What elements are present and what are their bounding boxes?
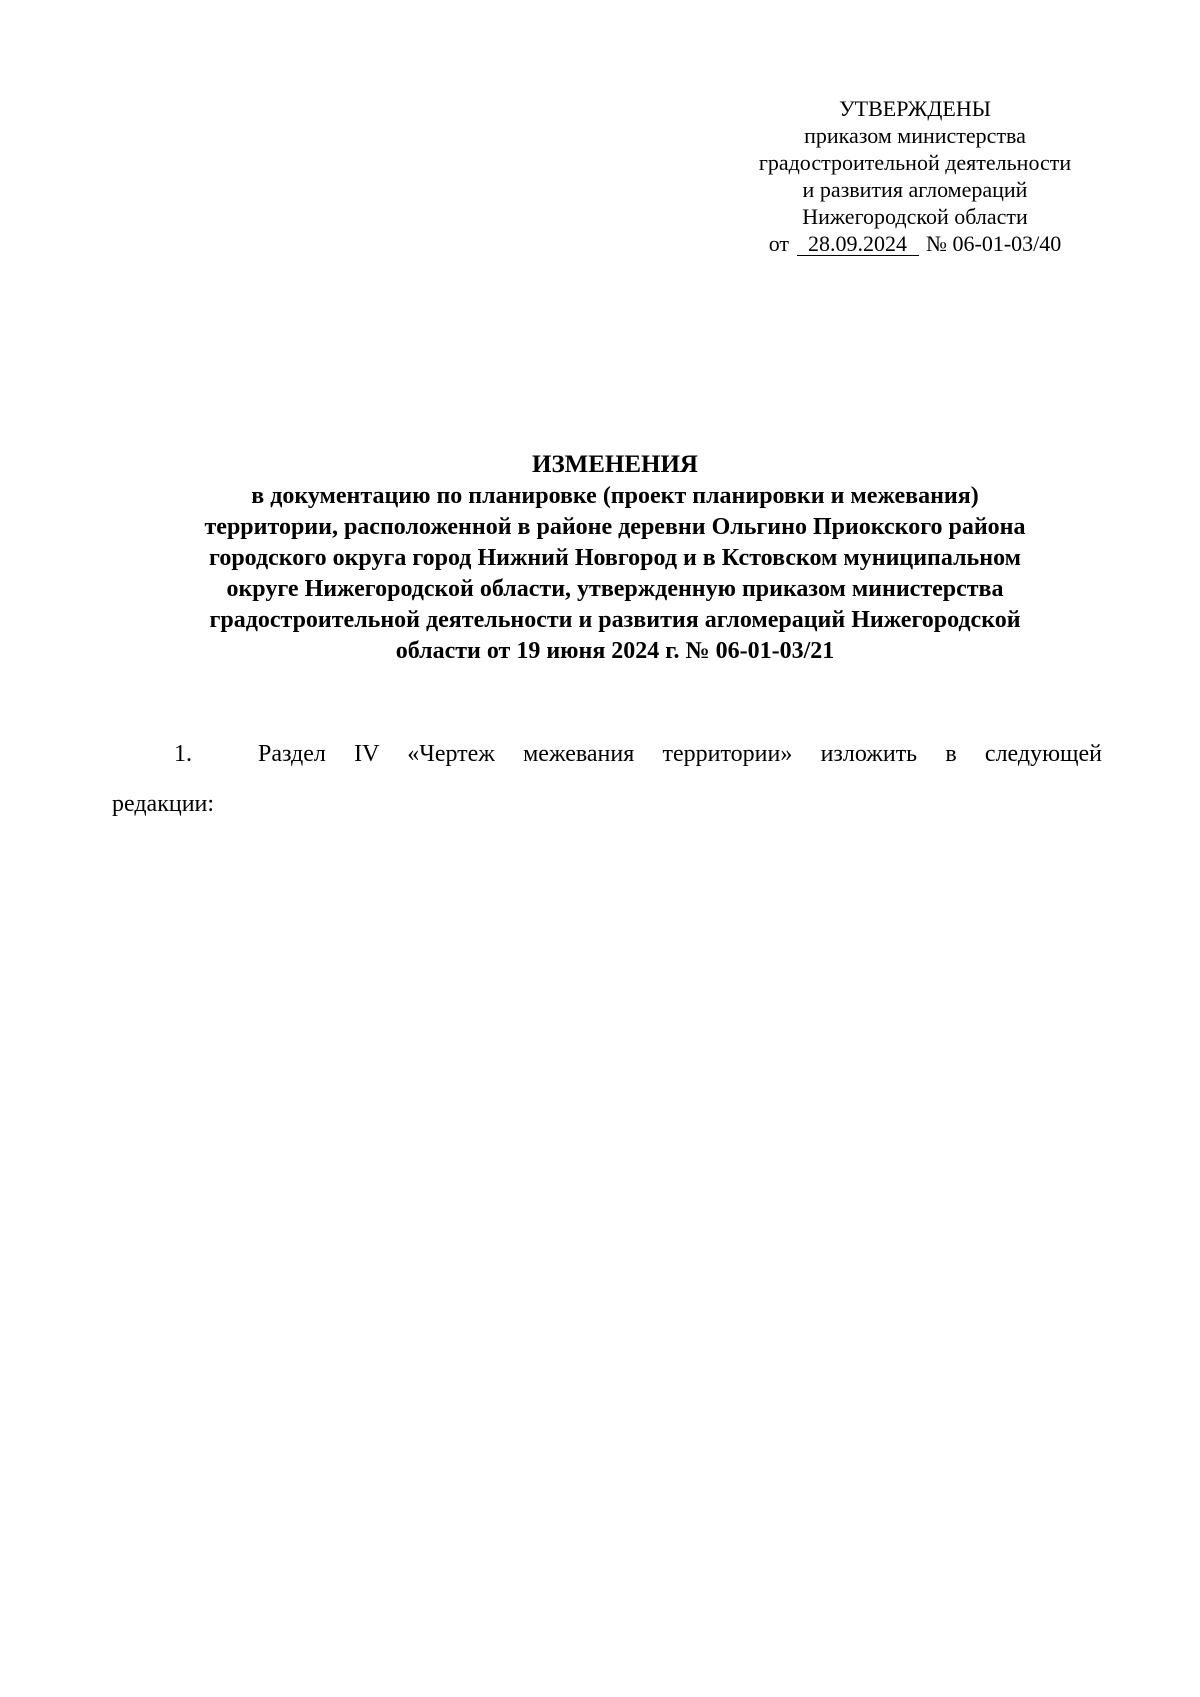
title-line: городского округа город Нижний Новгород и в Кстовском муниципальном xyxy=(209,545,1021,571)
approval-line-2: градостроительной деятельности xyxy=(758,150,1072,175)
document-title xyxy=(100,448,1130,667)
approval-number: № 06-01-03/40 xyxy=(926,231,1062,256)
approval-date: 28.09.2024 xyxy=(797,233,919,256)
approval-stamp xyxy=(735,95,1095,257)
approval-line-1: приказом министерства xyxy=(804,123,1026,148)
title-line: градостроительной деятельности и развития агломераций Нижегородской xyxy=(209,607,1021,633)
paragraph-first-line xyxy=(112,740,1102,768)
item-text-continuation: редакции: xyxy=(112,791,215,817)
title-line: территории, расположенной в районе деревни Ольгино Приокского района xyxy=(204,514,1026,540)
approval-heading: УТВЕРЖДЕНЫ xyxy=(839,96,991,121)
title-heading: ИЗМЕНЕНИЯ xyxy=(532,451,698,478)
body-paragraph xyxy=(112,740,1102,818)
approval-line-3: и развития агломераций xyxy=(802,177,1028,202)
approval-date-line xyxy=(735,230,1095,257)
title-line: области от 19 июня 2024 г. № 06-01-03/21 xyxy=(395,638,835,664)
approval-date-prefix: от xyxy=(768,231,790,256)
item-number: 1. xyxy=(174,741,192,767)
approval-line-4: Нижегородской области xyxy=(802,204,1028,229)
title-line: округе Нижегородской области, утвержденную приказом министерства xyxy=(226,576,1004,602)
item-text: Раздел IV «Чертеж межевания территории» изложить в следующей xyxy=(258,741,1102,767)
title-line: в документацию по планировке (проект планировки и межевания) xyxy=(251,483,979,509)
